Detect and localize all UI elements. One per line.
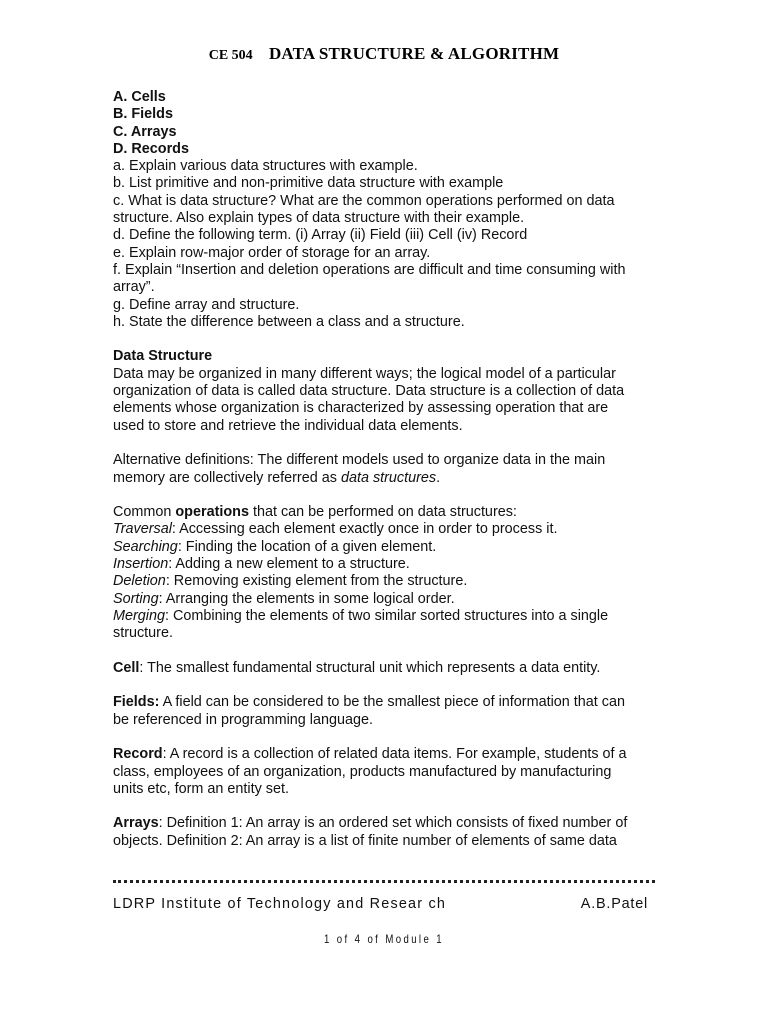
operation-term: Insertion	[113, 556, 169, 573]
operation-desc: : Accessing each element exactly once in order to process it.	[171, 521, 558, 538]
operation-item	[113, 521, 658, 538]
section-heading: Data Structure	[113, 348, 213, 365]
operations-intro	[113, 504, 658, 521]
question-line: h. State the difference between a class and a structure.	[113, 313, 465, 330]
author-name: A.B.Patel	[580, 896, 648, 912]
bold-term: Fields:	[113, 694, 160, 711]
operation-item	[113, 573, 658, 590]
operation-term: Traversal	[113, 521, 172, 538]
operation-item	[113, 608, 658, 625]
page-number: 1 of 4 of Module 1	[323, 932, 445, 946]
operation-desc: : Combining the elements of two similar sorted structures into a single	[165, 607, 609, 624]
question-line: e. Explain row-major order of storage for an array.	[113, 244, 431, 261]
fields-definition	[113, 694, 658, 729]
paragraph-line: be referenced in programming language.	[113, 711, 373, 728]
course-code: CE 504	[208, 48, 253, 63]
question-line: f. Explain “Insertion and deletion operations are difficult and time consuming with	[113, 261, 626, 278]
operation-term: Merging	[113, 607, 165, 624]
bold-term: operations	[175, 504, 249, 521]
paragraph-line: units etc, form an entity set.	[113, 780, 289, 797]
operation-term: Deletion	[113, 573, 166, 590]
text-run: : A record is a collection of related data items. For example, students of a	[162, 746, 627, 763]
section-data-structure	[113, 348, 658, 434]
operation-desc: : Finding the location of a given element.	[177, 538, 437, 555]
institute-name: LDRP Institute of Technology and Resear ch	[113, 896, 447, 912]
record-definition	[113, 746, 658, 798]
paragraph-line	[113, 694, 658, 711]
spacer	[113, 729, 658, 746]
operation-desc: : Removing existing element from the structure.	[165, 573, 468, 590]
page-footer	[113, 896, 648, 912]
cell-definition	[113, 660, 658, 677]
paragraph-line: Data may be organized in many different ways; the logical model of a particular	[113, 365, 616, 382]
question-list	[113, 158, 658, 331]
paragraph-line: Alternative definitions: The different models used to organize data in the main	[113, 452, 606, 469]
bold-term: Cell	[113, 659, 140, 676]
paragraph-line	[113, 815, 658, 832]
document-body	[113, 89, 658, 850]
operation-desc: : Arranging the elements in some logical order.	[158, 590, 455, 607]
alternative-definition	[113, 452, 658, 487]
operation-desc: : Adding a new element to a structure.	[168, 556, 410, 573]
question-line: array”.	[113, 279, 155, 296]
operation-item	[113, 539, 658, 556]
question-line: c. What is data structure? What are the common operations performed on data	[113, 192, 615, 209]
arrays-definition	[113, 815, 658, 850]
paragraph-line	[113, 470, 658, 487]
operation-item	[113, 591, 658, 608]
spacer	[113, 643, 658, 660]
paragraph-line: organization of data is called data structure. Data structure is a collection of data	[113, 383, 625, 400]
paragraph-line: class, employees of an organization, products manufactured by manufacturing	[113, 763, 612, 780]
operations-list	[113, 504, 658, 642]
text-run: that can be performed on data structures:	[248, 504, 517, 521]
question-line: structure. Also explain types of data structure with their example.	[113, 210, 525, 227]
operation-term: Sorting	[113, 590, 159, 607]
bold-term: Record	[113, 746, 163, 763]
question-line: d. Define the following term. (i) Array (ii) Field (iii) Cell (iv) Record	[113, 227, 528, 244]
operation-continuation: structure.	[113, 625, 173, 642]
spacer	[113, 435, 658, 452]
italic-term: data structures	[340, 469, 437, 486]
text-run: : Definition 1: An array is an ordered set which consists of fixed number of	[158, 815, 628, 832]
text-run: .	[436, 469, 441, 486]
question-line: a. Explain various data structures with example.	[113, 158, 418, 175]
paragraph-line: used to store and retrieve the individual data elements.	[113, 417, 463, 434]
text-run: memory are collectively referred as	[113, 469, 341, 486]
spacer	[113, 677, 658, 694]
footer-divider	[113, 880, 655, 883]
paragraph-line: objects. Definition 2: An array is a list of finite number of elements of same data	[113, 832, 617, 849]
spacer	[113, 487, 658, 504]
question-line: g. Define array and structure.	[113, 296, 300, 313]
page-header	[0, 44, 768, 64]
option-c: C. Arrays	[113, 123, 177, 140]
text-run: : The smallest fundamental structural unit which represents a data entity.	[139, 659, 601, 676]
option-b: B. Fields	[113, 106, 173, 123]
question-line: b. List primitive and non-primitive data structure with example	[113, 175, 504, 192]
paragraph-line	[113, 746, 658, 763]
course-title: DATA STRUCTURE & ALGORITHM	[268, 44, 560, 63]
option-d: D. Records	[113, 140, 189, 157]
text-run: Common	[113, 504, 176, 521]
answer-options	[113, 89, 658, 158]
paragraph-line: elements whose organization is characterized by assessing operation that are	[113, 400, 609, 417]
spacer	[113, 331, 658, 348]
option-a: A. Cells	[113, 89, 166, 105]
operation-term: Searching	[113, 538, 178, 555]
bold-term: Arrays	[113, 815, 159, 832]
operation-item	[113, 556, 658, 573]
text-run: A field can be considered to be the smallest piece of information that can	[159, 694, 625, 711]
spacer	[113, 798, 658, 815]
